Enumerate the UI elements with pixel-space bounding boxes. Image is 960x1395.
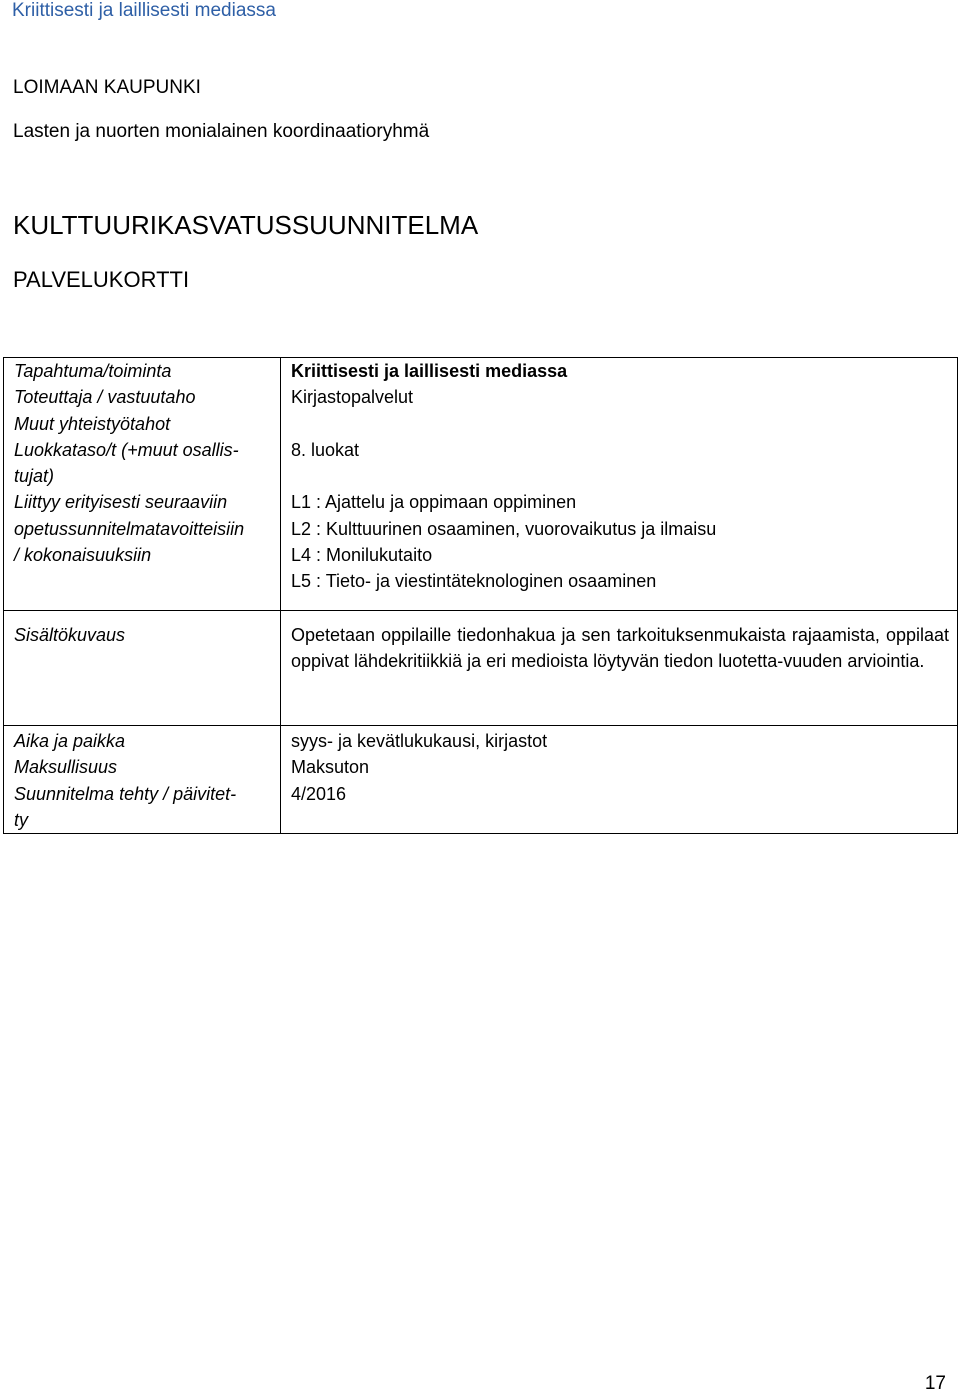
- label-partners: Muut yhteistyötahot: [14, 413, 171, 434]
- value-event: Kriittisesti ja laillisesti mediassa: [291, 361, 568, 381]
- value-goal-2: L2 : Kulttuurinen osaaminen, vuorovaikutus ja ilmaisu: [291, 518, 717, 539]
- labels-cell-footer: [4, 726, 281, 834]
- value-partners-empty: [291, 411, 949, 437]
- label-grade-cont: tujat): [14, 466, 55, 487]
- label-description-cell: [4, 611, 281, 726]
- label-goals-cont2: / kokonaisuuksiin: [14, 545, 152, 566]
- document-title: KULTTUURIKASVATUSSUUNNITELMA: [13, 210, 479, 240]
- value-organizer: Kirjastopalvelut: [291, 387, 414, 408]
- label-description: Sisältökuvaus: [14, 625, 126, 645]
- service-card-table: [3, 357, 958, 834]
- value-goal-1: L1 : Ajattelu ja oppimaan oppiminen: [291, 492, 577, 513]
- group-name: Lasten ja nuorten monialainen koordinaatioryhmä: [13, 121, 430, 142]
- running-title: Kriittisesti ja laillisesti mediassa: [12, 0, 276, 21]
- organization-name: LOIMAAN KAUPUNKI: [13, 77, 201, 98]
- page-number: 17: [924, 1373, 946, 1394]
- value-grade: 8. luokat: [291, 439, 360, 460]
- table-row: [4, 726, 958, 834]
- spacer: [291, 463, 949, 489]
- values-cell-footer: [281, 726, 958, 834]
- label-event: Tapahtuma/toiminta: [14, 361, 172, 381]
- value-fee: Maksuton: [291, 757, 370, 778]
- value-time-place: syys- ja kevätlukukausi, kirjastot: [291, 731, 548, 751]
- value-description-cell: [281, 611, 958, 726]
- values-cell-main: [281, 358, 958, 611]
- value-goal-4: L5 : Tieto- ja viestintäteknologinen osaaminen: [291, 571, 657, 592]
- label-time-place: Aika ja paikka: [14, 731, 126, 751]
- value-goal-3: L4 : Monilukutaito: [291, 545, 433, 566]
- table-row: [4, 611, 958, 726]
- table-row: [4, 358, 958, 611]
- label-updated: Suunnitelma tehty / päivitet-: [14, 783, 237, 804]
- label-goals-cont: opetussunnitelmatavoitteisiin: [14, 518, 245, 539]
- label-organizer: Toteuttaja / vastuutaho: [14, 387, 196, 408]
- value-updated: 4/2016: [291, 783, 347, 804]
- label-updated-cont: ty: [14, 809, 29, 830]
- value-description: Opetetaan oppilaille tiedonhakua ja sen tarkoituksenmukaista rajaamista, oppilaat oppivat lähdekritiikkiä ja eri medioista löytyvän tiedon luotetta-vuuden arviointia.: [291, 625, 949, 672]
- labels-cell-main: [4, 358, 281, 611]
- label-goals: Liittyy erityisesti seuraaviin: [14, 492, 228, 513]
- label-fee: Maksullisuus: [14, 757, 118, 778]
- document-subtitle: PALVELUKORTTI: [13, 267, 190, 292]
- label-grade: Luokkataso/t (+muut osallis-: [14, 439, 239, 460]
